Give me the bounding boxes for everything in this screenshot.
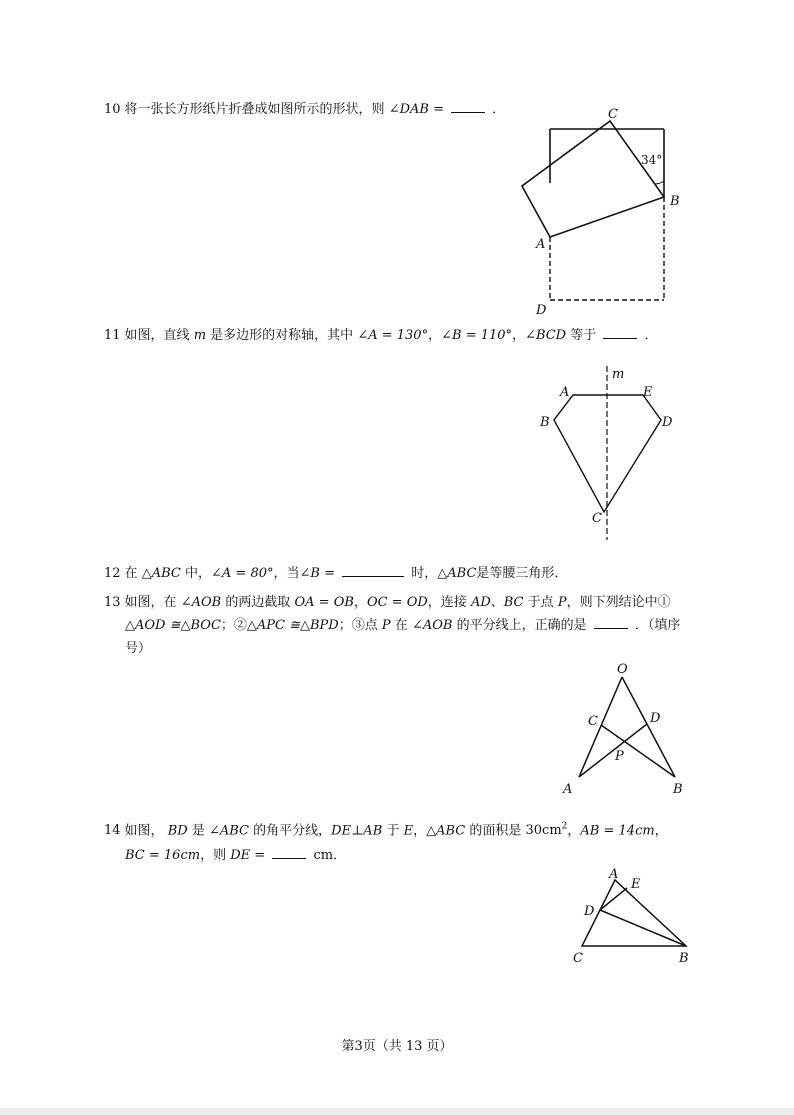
question-text: 于点 [527, 595, 554, 610]
angle-arc [655, 181, 664, 184]
perpendicular-DE [600, 888, 627, 910]
punctuation: ． [492, 102, 506, 117]
segment: BD [167, 823, 188, 839]
page-footer: 第3页（共 13 页） [341, 1039, 453, 1054]
symbol-m: m [193, 328, 207, 343]
question-text: 在 [124, 566, 138, 581]
question-13 [104, 591, 694, 660]
question-text: ， [567, 823, 581, 839]
question-text: 是 [191, 823, 205, 839]
angle-expression: ∠B = [299, 566, 335, 581]
question-12 [104, 563, 694, 585]
question-11: 11 如图，直线 m 是多边形的对称轴，其中 ∠A = 130°，∠B = 110°，∠BCD 等于 ． [104, 328, 658, 343]
label-C: C [573, 951, 583, 966]
triangle-expression: △ABC [141, 566, 181, 581]
equation: AB = 14cm [580, 823, 655, 839]
question-text: ， [413, 823, 427, 839]
label-D: D [662, 415, 673, 430]
question-number: 10 [104, 102, 121, 117]
label-E: E [631, 877, 641, 892]
label-D: D [584, 904, 595, 919]
label-angle-34: 34° [641, 153, 663, 167]
label-m: m [612, 367, 625, 382]
ray-OB [622, 677, 675, 777]
figure-14-triangle [565, 860, 695, 975]
equation: BC = 16cm [125, 848, 201, 864]
label-O: O [617, 662, 628, 677]
label-A: A [536, 237, 546, 252]
label-D: D [650, 711, 661, 726]
label-C: C [592, 511, 602, 526]
question-text: ．（填序 [634, 618, 681, 633]
angle-expression: ∠ABC [208, 823, 250, 839]
figure-11-symmetric-polygon [530, 360, 690, 545]
question-text: 如图，直线 [124, 328, 190, 343]
question-text: 将一张长方形纸片折叠成如图所示的形状，则 [124, 102, 385, 117]
question-text: ；③点 [338, 618, 378, 633]
label-C: C [588, 714, 598, 729]
point: P [381, 618, 391, 633]
question-text: 如图，在 [124, 595, 177, 610]
question-text: ，则下列结论中① [566, 595, 671, 610]
question-text: ；② [220, 618, 247, 633]
question-text: 于 [386, 823, 400, 839]
answer-blank[interactable] [594, 616, 628, 629]
angle-expression: ∠AOB [411, 618, 453, 633]
segment: AD [470, 595, 491, 610]
angle-expression: ∠BCD [525, 328, 567, 343]
question-number: 14 [104, 823, 121, 839]
figure-10-folded-rectangle [510, 100, 690, 320]
question-line: 13 如图，在 ∠AOB 的两边截取 OA = OB，OC = OD，连接 AD、BC 于点 P，则下列结论中① [104, 595, 671, 610]
question-text: 的两边截取 [225, 595, 291, 610]
label-B: B [540, 415, 550, 430]
label-D: D [536, 303, 547, 318]
point: P [557, 595, 567, 610]
label-A: A [560, 385, 570, 400]
question-line: 号） [125, 641, 152, 656]
bisector-BD [600, 910, 686, 946]
question-text: 在 [394, 618, 408, 633]
label-B: B [673, 782, 683, 797]
question-line [104, 614, 694, 637]
question-text: ，连接 [427, 595, 467, 610]
label-C: C [608, 107, 618, 122]
question-text: 是多边形的对称轴，其中 [210, 328, 354, 343]
equation: OC = OD [366, 595, 428, 610]
question-text: cm． [313, 848, 347, 864]
angle-expression: ∠DAB = [388, 102, 444, 117]
question-line [104, 815, 694, 843]
folded-flap [522, 121, 664, 237]
answer-blank[interactable] [603, 326, 637, 339]
question-text: ，则 [200, 848, 227, 864]
congruence-expression: △APC ≅△BPD [246, 618, 339, 633]
angle-expression: ∠AOB [180, 595, 222, 610]
question-text: ， [654, 823, 668, 839]
equation: DE = [230, 848, 266, 864]
question-text: 是等腰三角形． [476, 566, 568, 581]
question-text: 的平分线上，正确的是 [456, 618, 587, 633]
congruence-expression: △AOD ≅△BOC [125, 618, 221, 633]
figure-13-angle-aob [555, 655, 695, 800]
angle-expression: ∠B = 110° [441, 328, 513, 343]
area-exponent: 2 [561, 822, 568, 832]
question-number: 11 [104, 328, 121, 343]
area-number: 30cm [525, 823, 562, 839]
punctuation: ． [644, 328, 658, 343]
question-text: 等于 [570, 328, 597, 343]
label-P: P [615, 749, 624, 764]
answer-blank[interactable] [451, 100, 485, 113]
answer-blank[interactable] [272, 846, 306, 859]
label-A: A [609, 867, 619, 882]
answer-blank[interactable] [342, 564, 404, 577]
perpendicular-expression: DE⊥AB [331, 823, 383, 839]
equation: OA = OB [294, 595, 354, 610]
triangle-expression: △ABC [437, 566, 477, 581]
label-E: E [643, 385, 653, 400]
question-number: 12 [104, 566, 121, 581]
angle-expression: ∠A = 130° [357, 328, 429, 343]
question-text: 如图， [124, 823, 164, 839]
bottom-bar [0, 1108, 794, 1115]
triangle-expression: △ABC [426, 823, 466, 839]
question-text: 时， [411, 566, 438, 581]
question-text: 中， [184, 566, 211, 581]
angle-expression: ∠A = 80° [211, 566, 274, 581]
label-B: B [679, 951, 689, 966]
question-text: 的面积是 [469, 823, 522, 839]
segment: BC [503, 595, 524, 610]
area-value [526, 823, 568, 838]
question-number: 13 [104, 595, 121, 610]
label-B: B [670, 194, 680, 209]
question-text: 的角平分线， [253, 823, 332, 839]
label-A: A [563, 782, 573, 797]
point: E [403, 823, 414, 839]
question-text: ，当 [273, 566, 300, 581]
